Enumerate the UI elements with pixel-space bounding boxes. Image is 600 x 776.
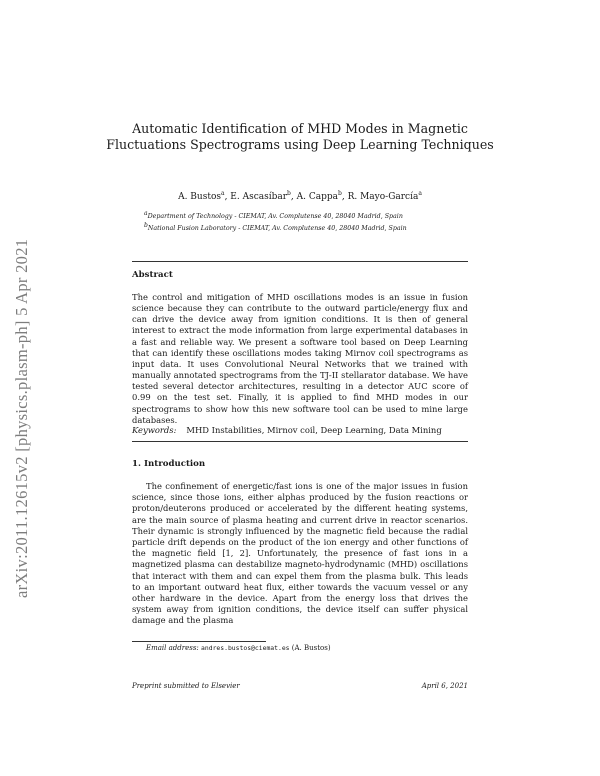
abstract-bottom-rule — [132, 441, 468, 442]
affil-text: National Fusion Laboratory - CIEMAT, Av. Complutense 40, 28040 Madrid, Spain — [147, 224, 407, 232]
abstract-top-rule — [132, 261, 468, 262]
affil-mark: a — [144, 210, 148, 217]
arxiv-identifier-stamp: arXiv:2011.12615v2 [physics.plasm-ph] 5 Apr 2021 — [12, 238, 31, 598]
author-name: A. Cappa — [296, 192, 338, 202]
affiliation-line — [144, 222, 464, 234]
author-list: A. Bustos$^a$, E. Ascasíbar$^b$, A. Cappa$^b$, R. Mayo-García$^a$ — [178, 190, 422, 202]
author-affil-mark: b — [338, 190, 342, 197]
author-name: R. Mayo-García — [347, 192, 419, 202]
keywords-line — [132, 425, 468, 436]
author-name: A. Bustos — [178, 192, 221, 202]
author-affil-mark: a — [418, 190, 422, 197]
affil-mark: b — [144, 221, 148, 229]
author-affil-mark: a — [220, 190, 225, 197]
keywords-text: MHD Instabilities, Mirnov coil, Deep Learning, Data Mining — [186, 425, 442, 435]
abstract-text: The control and mitigation of MHD oscillations modes is an issue in fusion science because they can contribute to the outward particle/energy flux and can drive the device away from ignition conditions. It is then of general interest to extract the mode information from large experimental databases in a fast and reliable way. We present a software tool based on Deep Learning that can identify these oscillations modes taking Mirnov coil spectrograms as input data. It uses Convolutional Neural Networks that we trained with manually annotated spectrograms from the TJ-II stellarator database. We have tested several detector architectures, resulting in a detector AUC score of 0.99 on the test set. Finally, it is applied to find MHD modes in our spectrograms to show how this new software tool can be used to mine large databases. — [132, 292, 468, 425]
introduction-text: The confinement of energetic/fast ions is one of the major issues in fusion science, since those ions, either alphas produced by the fusion reactions or proton/deuterons produced or accelerated by the different heating systems, are the main source of plasma heating and current drive in reactor scenarios. Their dynamic is strongly influenced by the magnetic field because the radial particle drift depends on the product of the ion energy and other functions of the magnetic field [1, 2]. Unfortunately, the presence of fast ions in a magnetized plasma can destabilize magneto-hydrodynamic (MHD) oscillations that interact with them and can expel them from the plasma bulk. This leads to an important outward heat flux, either towards the vacuum vessel or any other hardware in the device. Apart from the energy loss that drives the system away from ignition conditions, the device itself can suffer physical damage and the plasma — [132, 481, 468, 626]
author-affil-mark: b — [287, 190, 291, 197]
affiliations — [144, 210, 464, 233]
footer-date: April 6, 2021 — [421, 682, 468, 690]
footnote-author: (A. Bustos) — [291, 644, 331, 652]
paper-title: Automatic Identification of MHD Modes in Magnetic Fluctuations Spectrograms using Deep Learning Techniques — [106, 121, 494, 152]
affil-text: Department of Technology - CIEMAT, Av. Complutense 40, 28040 Madrid, Spain — [147, 213, 403, 221]
footer-preprint-note: Preprint submitted to Elsevier — [132, 682, 240, 690]
section-heading-introduction: 1. Introduction — [132, 459, 206, 469]
keywords-label: Keywords: — [132, 425, 177, 435]
author-email-link[interactable]: andres.bustos@ciemat.es — [201, 644, 290, 652]
affiliation-line — [144, 210, 464, 222]
footnote — [146, 644, 331, 652]
abstract-heading: Abstract — [132, 270, 173, 280]
footnote-rule — [132, 641, 266, 642]
author-name: E. Ascasíbar — [230, 192, 288, 202]
footnote-label: Email address: — [146, 644, 199, 652]
